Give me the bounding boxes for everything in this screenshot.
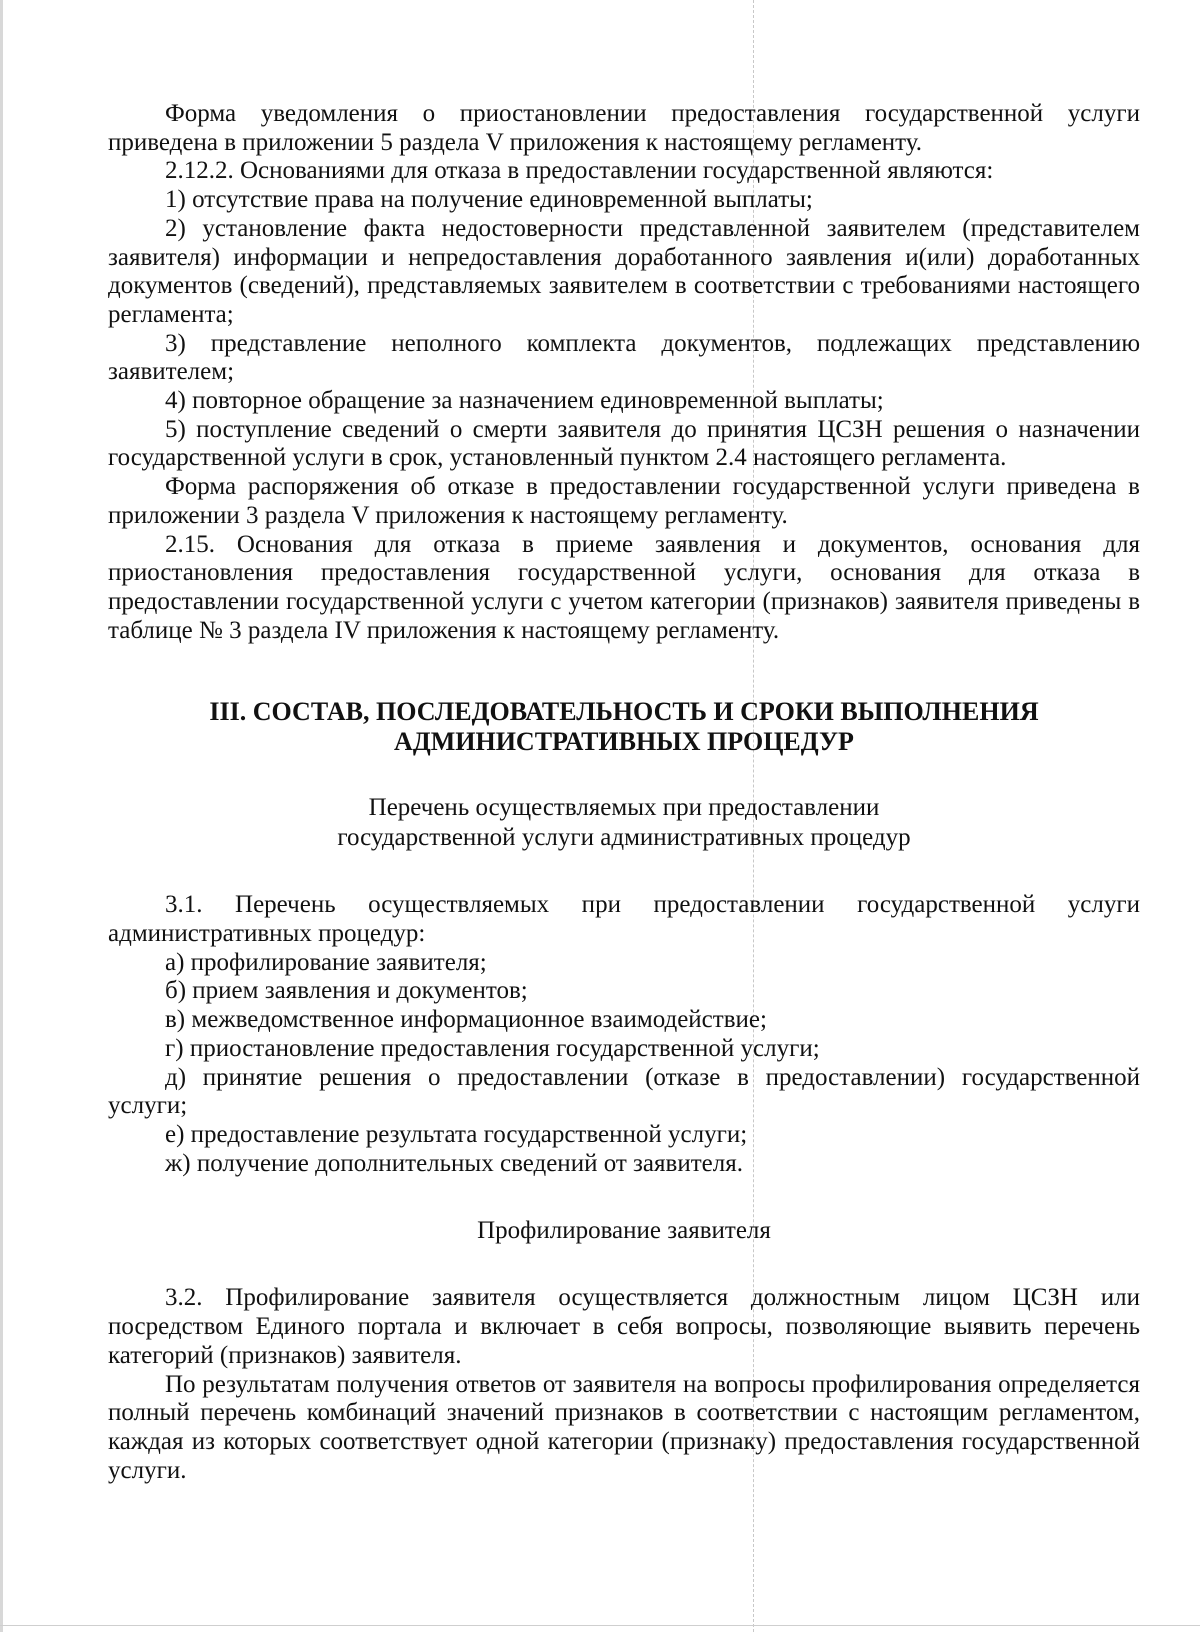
list-item: б) прием заявления и документов; [165, 977, 528, 1005]
list-item: ж) получение дополнительных сведений от заявителя. [165, 1149, 743, 1177]
paragraph: 3.2. Профилирование заявителя осуществляется должностным лицом ЦСЗН или посредством Единого портала и включает в себя вопросы, позволяющие выявить перечень категорий (признаков) заявителя. [108, 1284, 1140, 1369]
list-item: г) приостановление предоставления государственной услуги; [165, 1034, 820, 1062]
subheading-profiling: Профилирование заявителя [477, 1217, 771, 1245]
section-heading-line-1: III. СОСТАВ, ПОСЛЕДОВАТЕЛЬНОСТЬ И СРОКИ ВЫПОЛНЕНИЯ [209, 697, 1039, 727]
document-body [108, 100, 1140, 1485]
paragraph: 3.1. Перечень осуществляемых при предоставлении государственной услуги административных процедур: [108, 891, 1140, 948]
subheading-procedures [108, 793, 1140, 853]
list-item: а) профилирование заявителя; [165, 948, 487, 976]
list-item: 2) установление факта недостоверности представленной заявителем (представителем заявителя) информации и непредоставления доработанного заявления и(или) доработанных документов (сведений), представляемых заявителем в соответствии с требованиями настоящего регламента; [108, 214, 1140, 328]
paragraph: 2.12.2. Основаниями для отказа в предоставлении государственной являются: [165, 157, 994, 185]
section-heading-line-2: АДМИНИСТРАТИВНЫХ ПРОЦЕДУР [394, 727, 854, 757]
list-item: в) межведомственное информационное взаимодействие; [165, 1006, 767, 1034]
paragraph: 2.15. Основания для отказа в приеме заявления и документов, основания для приостановления предоставления государственной услуги, основания для отказа в предоставлении государственной услуги с учетом категории (признаков) заявителя приведены в таблице № 3 раздела IV приложения к настоящему регламенту. [108, 530, 1140, 644]
paragraph: По результатам получения ответов от заявителя на вопросы профилирования определяется полный перечень комбинаций значений признаков в соответствии с настоящим регламентом, каждая из которых соответствует одной категории (признаку) предоставления государственной услуги. [108, 1370, 1140, 1484]
list-item: 3) представление неполного комплекта документов, подлежащих представлению заявителем; [108, 329, 1140, 386]
subheading-line-1: Перечень осуществляемых при предоставлении [368, 794, 880, 822]
list-item: д) принятие решения о предоставлении (отказе в предоставлении) государственной услуги; [108, 1063, 1140, 1120]
subheading-line-2: государственной услуги административных процедур [337, 824, 911, 852]
list-item: 5) поступление сведений о смерти заявителя до принятия ЦСЗН решения о назначении государственной услуги в срок, установленный пунктом 2.4 настоящего регламента. [108, 415, 1140, 472]
list-item: 4) повторное обращение за назначением единовременной выплаты; [165, 387, 884, 415]
section-heading [108, 697, 1140, 757]
scan-left-edge [0, 0, 3, 1632]
paragraph: Форма распоряжения об отказе в предоставлении государственной услуги приведена в приложении 3 раздела V приложения к настоящему регламенту. [108, 473, 1140, 529]
scan-bottom-edge [0, 1625, 1200, 1626]
paragraph: Форма уведомления о приостановлении предоставления государственной услуги приведена в приложении 5 раздела V приложения к настоящему регламенту. [108, 100, 1140, 156]
list-item: 1) отсутствие права на получение единовременной выплаты; [165, 186, 813, 214]
list-item: е) предоставление результата государственной услуги; [165, 1120, 748, 1148]
